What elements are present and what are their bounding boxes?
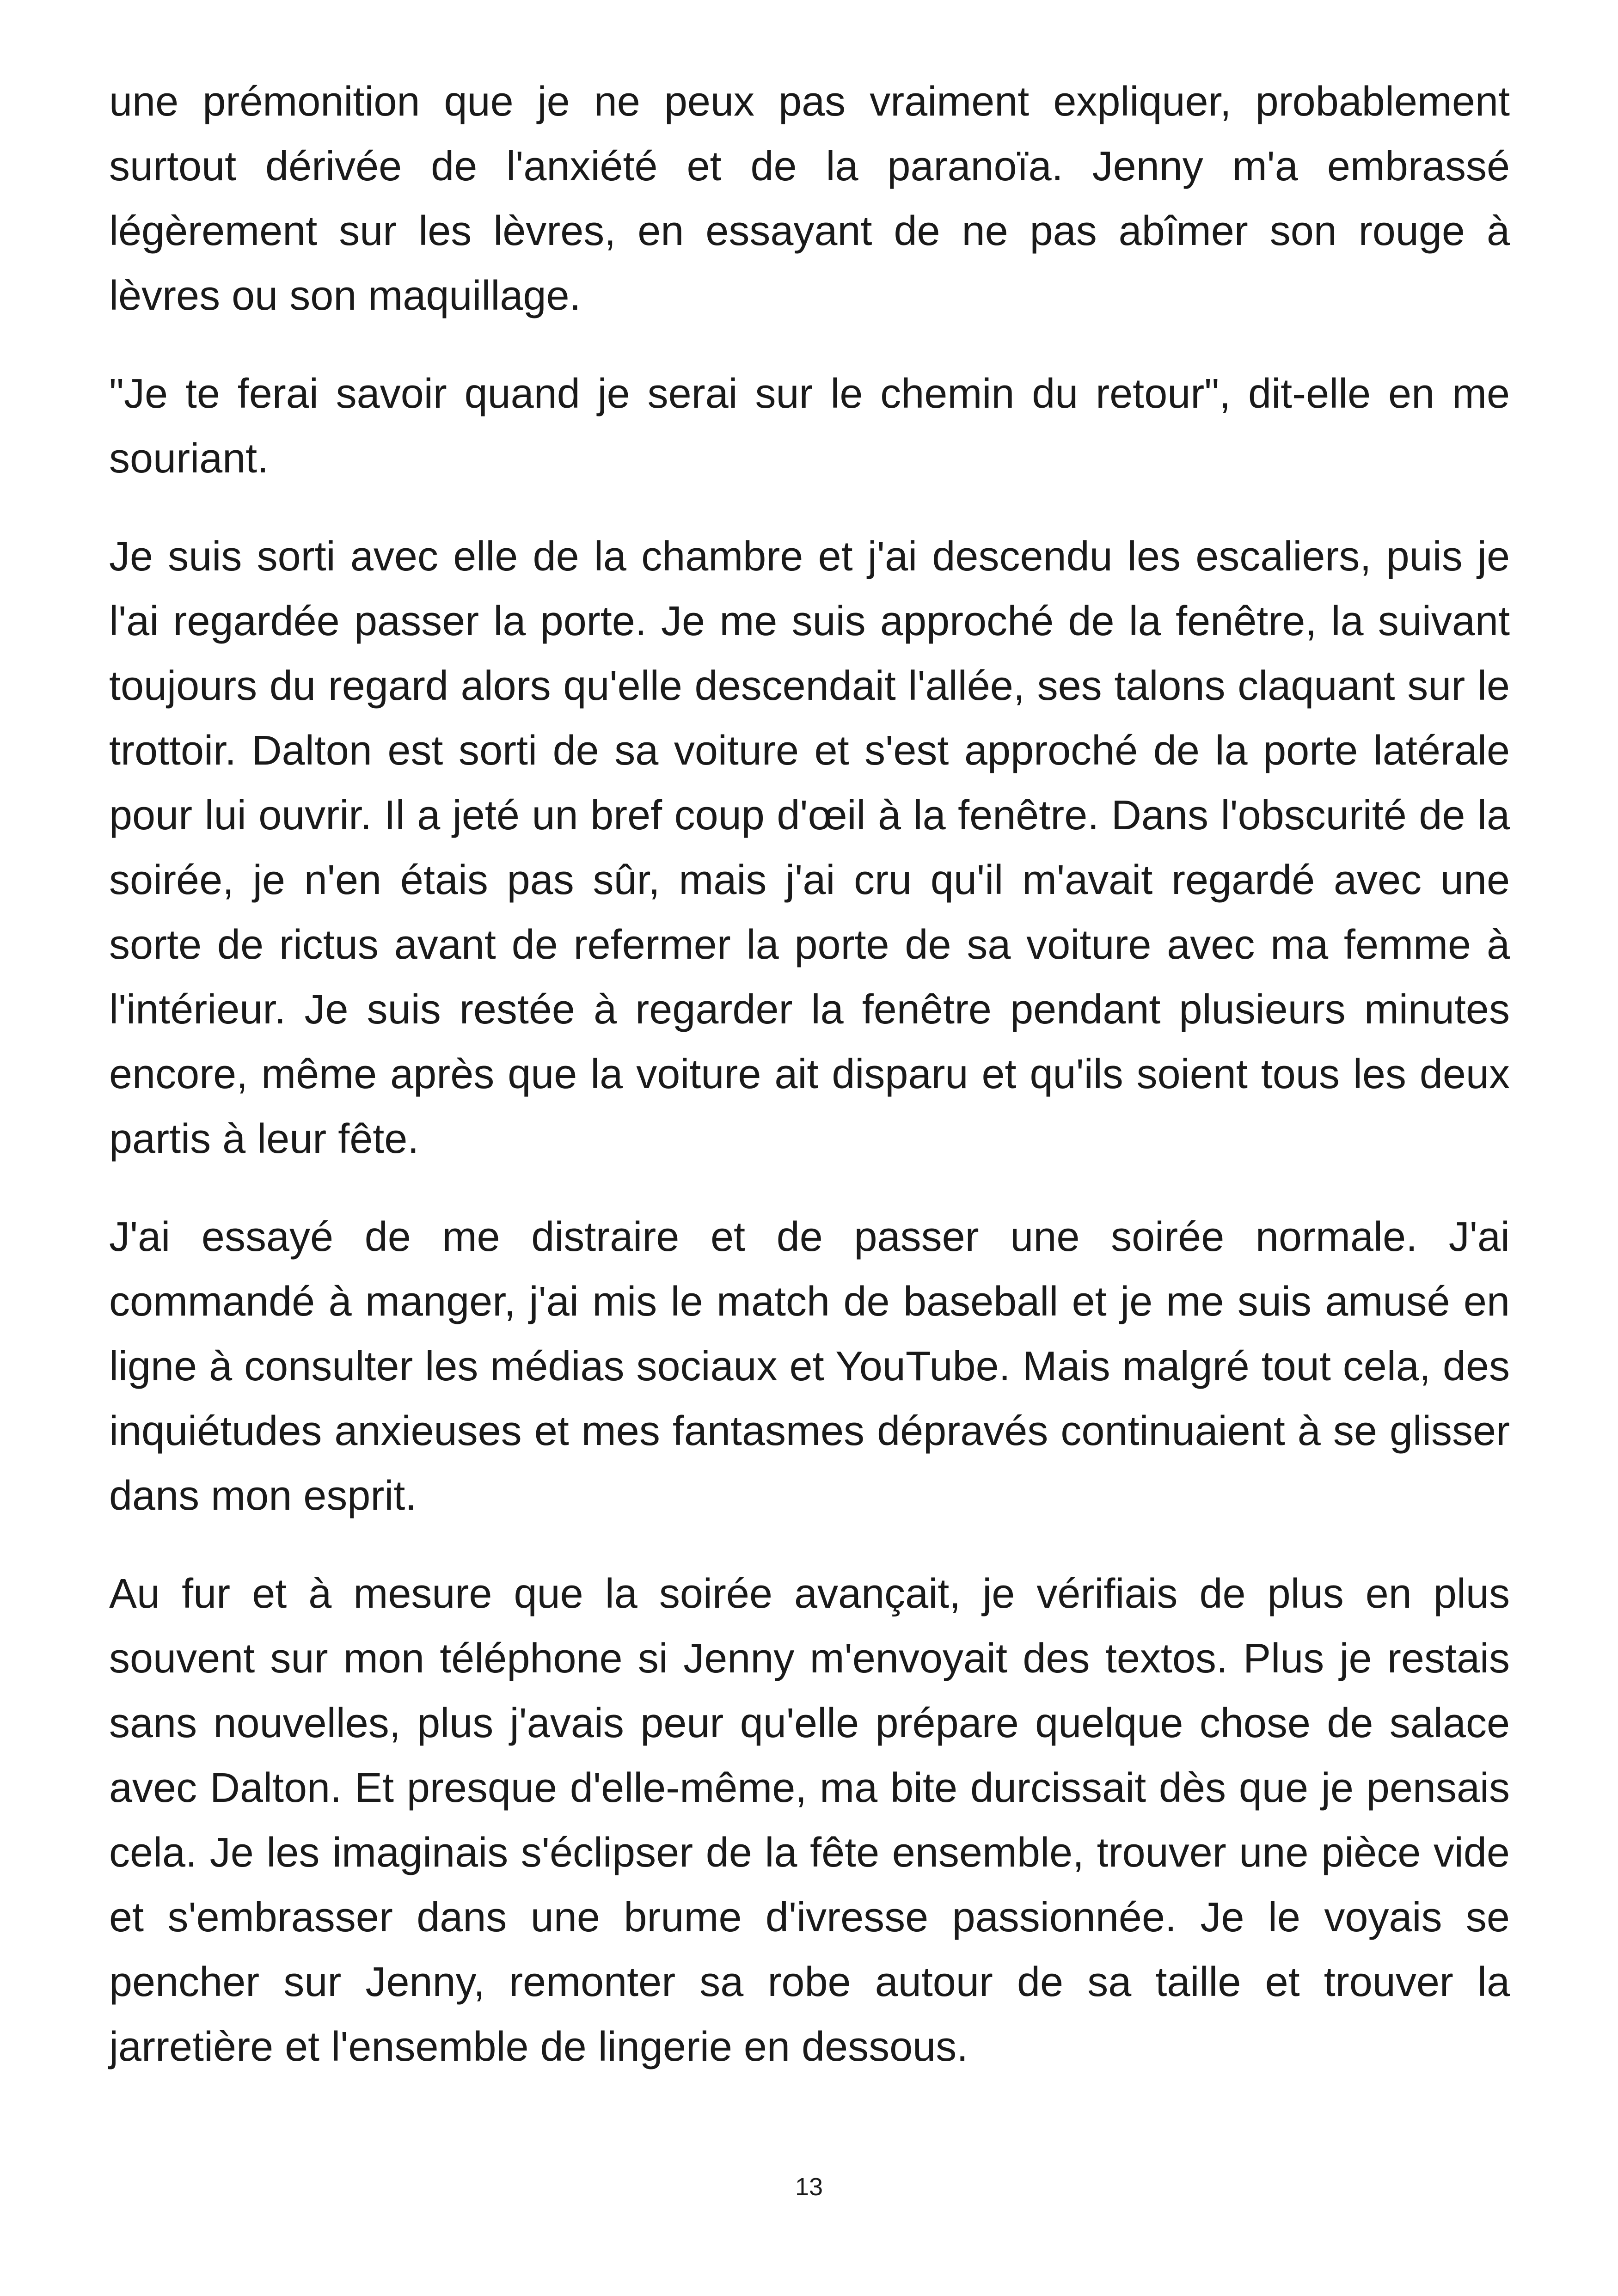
- paragraph: "Je te ferai savoir quand je serai sur le chemin du retour", dit-elle en me souriant.: [109, 371, 1510, 482]
- paragraph: Je suis sorti avec elle de la chambre et j'ai descendu les escaliers, puis je l'ai regardée passer la porte. Je me suis approché de la fenêtre, la suivant toujours du regard alors qu'elle descendait l'allée, ses talons claquant sur le trottoir. Dalton est sorti de sa voiture et s'est approché de la porte latérale pour lui ouvrir. Il a jeté un bref coup d'œil à la fenêtre. Dans l'obscurité de la soirée, je n'en étais pas sûr, mais j'ai cru qu'il m'avait regardé avec une sorte de rictus avant de refermer la porte de sa voiture avec ma femme à l'intérieur. Je suis restée à regarder la fenêtre pendant plusieurs minutes encore, même après que la voiture ait disparu et qu'ils soient tous les deux partis à leur fête.: [109, 533, 1510, 1162]
- page-number: 13: [795, 2173, 823, 2201]
- body-text: [109, 69, 1510, 2112]
- paragraph: Au fur et à mesure que la soirée avançait, je vérifiais de plus en plus souvent sur mon téléphone si Jenny m'envoyait des textos. Plus je restais sans nouvelles, plus j'avais peur qu'elle prépare quelque chose de salace avec Dalton. Et presque d'elle-même, ma bite durcissait dès que je pensais cela. Je les imaginais s'éclipser de la fête ensemble, trouver une pièce vide et s'embrasser dans une brume d'ivresse passionnée. Je le voyais se pencher sur Jenny, remonter sa robe autour de sa taille et trouver la jarretière et l'ensemble de lingerie en dessous.: [109, 1571, 1510, 2070]
- paragraph: J'ai essayé de me distraire et de passer une soirée normale. J'ai commandé à manger, j'ai mis le match de baseball et je me suis amusé en ligne à consulter les médias sociaux et YouTube. Mais malgré tout cela, des inquiétudes anxieuses et mes fantasmes dépravés continuaient à se glisser dans mon esprit.: [109, 1214, 1510, 1519]
- paragraph: une prémonition que je ne peux pas vraiment expliquer, probablement surtout dérivée de l'anxiété et de la paranoïa. Jenny m'a embrassé légèrement sur les lèvres, en essayant de ne pas abîmer son rouge à lèvres ou son maquillage.: [109, 79, 1510, 319]
